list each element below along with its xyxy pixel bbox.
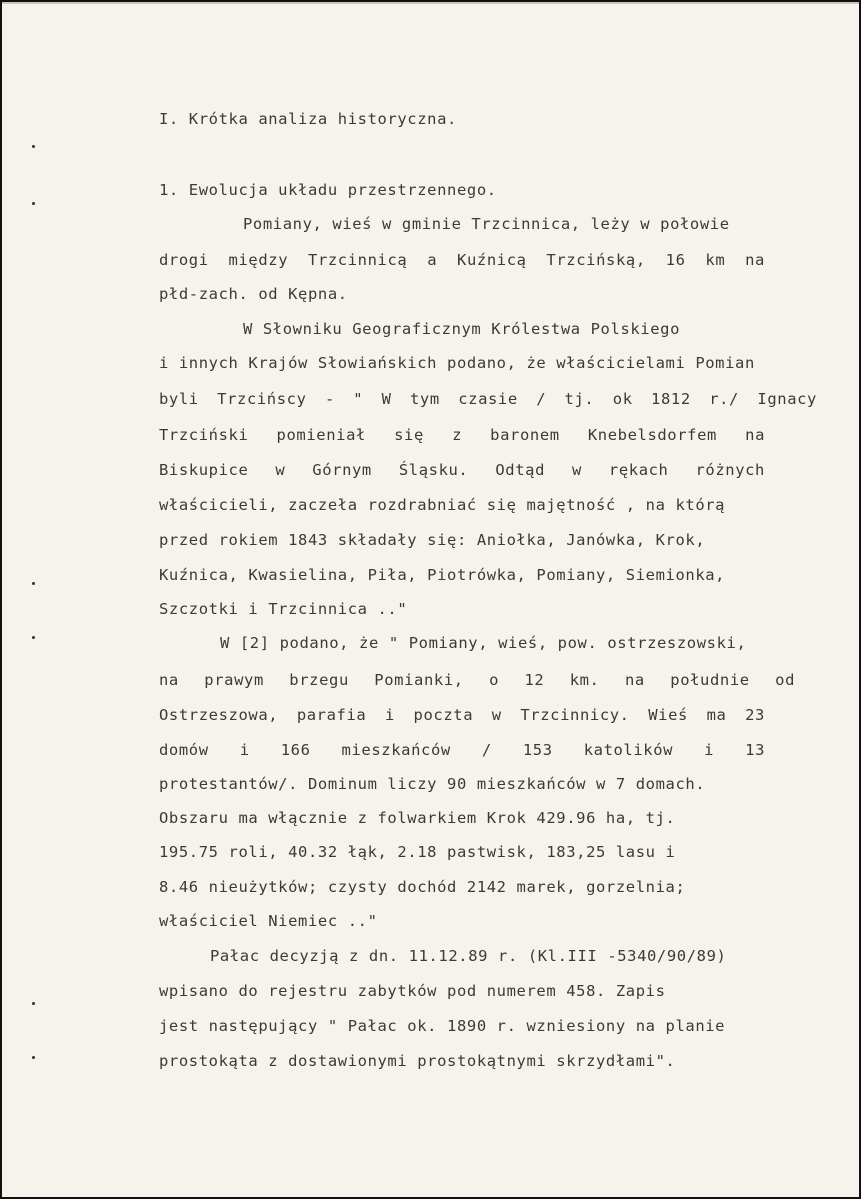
text-line: Pałac decyzją z dn. 11.12.89 r. (Kl.III -5340/90/89) xyxy=(210,947,727,965)
text-line: płd-zach. od Kępna. xyxy=(159,285,348,303)
text-line: domów i 166 mieszkańców / 153 katolików i 13 xyxy=(159,741,765,759)
text-line: przed rokiem 1843 składały się: Aniołka, Janówka, Krok, xyxy=(159,531,706,549)
margin-mark xyxy=(32,202,35,205)
text-line: W Słowniku Geograficznym Królestwa Polskiego xyxy=(243,320,680,338)
page-edge xyxy=(2,2,859,4)
text-line: Ostrzeszowa, parafia i poczta w Trzcinnicy. Wieś ma 23 xyxy=(159,706,765,724)
text-line: Pomiany, wieś w gminie Trzcinnica, leży w połowie xyxy=(243,215,730,233)
margin-mark xyxy=(32,636,35,639)
text-line: na prawym brzegu Pomianki, o 12 km. na południe od xyxy=(159,671,795,689)
text-line: i innych Krajów Słowiańskich podano, że właścicielami Pomian xyxy=(159,354,755,372)
text-line: protestantów/. Dominum liczy 90 mieszkańców w 7 domach. xyxy=(159,775,706,793)
section-heading: I. Krótka analiza historyczna. xyxy=(159,110,457,128)
margin-mark xyxy=(32,1002,35,1005)
text-line: Trzciński pomieniał się z baronem Knebelsdorfem na xyxy=(159,426,765,444)
text-line: Biskupice w Górnym Śląsku. Odtąd w rękach różnych xyxy=(159,461,765,479)
text-line: prostokąta z dostawionymi prostokątnymi skrzydłami". xyxy=(159,1052,676,1070)
text-line: 195.75 roli, 40.32 łąk, 2.18 pastwisk, 183,25 lasu i xyxy=(159,843,676,861)
text-line: właścicieli, zaczeła rozdrabniać się majętność , na którą xyxy=(159,496,726,514)
margin-mark xyxy=(32,582,35,585)
margin-mark xyxy=(32,1056,35,1059)
text-line: Szczotki i Trzcinnica .." xyxy=(159,600,408,618)
text-line: Obszaru ma włącznie z folwarkiem Krok 429.96 ha, tj. xyxy=(159,809,676,827)
text-line: byli Trzcińscy - " W tym czasie / tj. ok 1812 r./ Ignacy xyxy=(159,390,817,408)
text-line: Kuźnica, Kwasielina, Piła, Piotrówka, Pomiany, Siemionka, xyxy=(159,566,726,584)
subsection-heading: 1. Ewolucja układu przestrzennego. xyxy=(159,181,497,199)
text-line: jest następujący " Pałac ok. 1890 r. wzniesiony na planie xyxy=(159,1017,726,1035)
text-line: W [2] podano, że " Pomiany, wieś, pow. ostrzeszowski, xyxy=(220,634,747,652)
text-line: właściciel Niemiec .." xyxy=(159,912,378,930)
text-line: 8.46 nieużytków; czysty dochód 2142 marek, gorzelnia; xyxy=(159,878,686,896)
margin-mark xyxy=(32,145,35,148)
text-line: wpisano do rejestru zabytków pod numerem 458. Zapis xyxy=(159,982,666,1000)
text-line: drogi między Trzcinnicą a Kuźnicą Trzcińską, 16 km na xyxy=(159,251,765,269)
